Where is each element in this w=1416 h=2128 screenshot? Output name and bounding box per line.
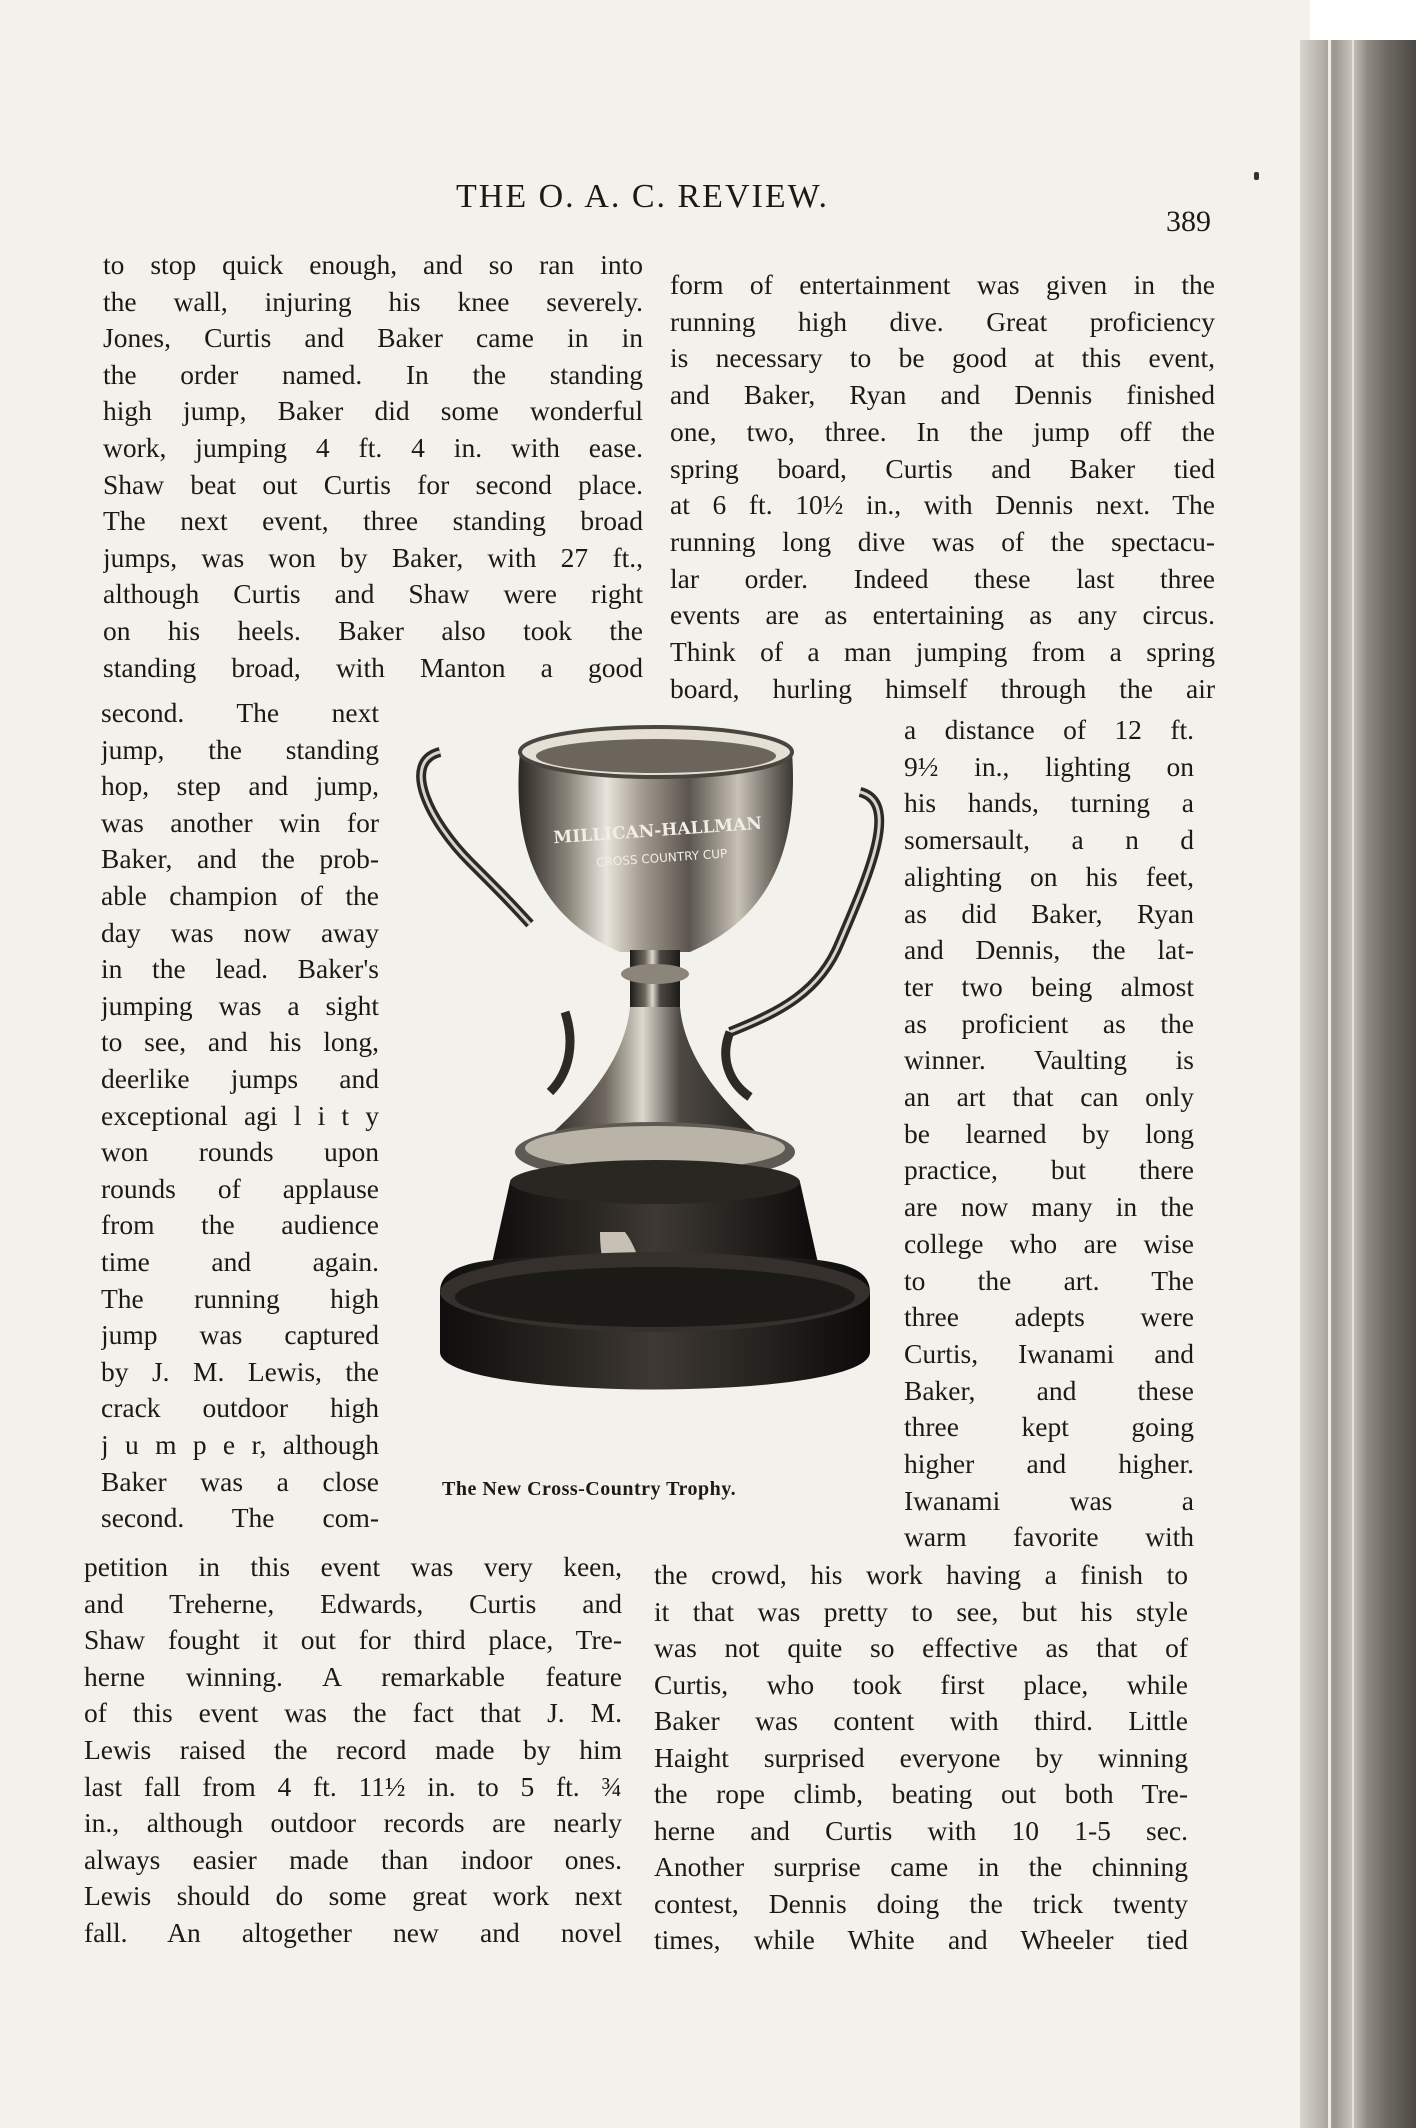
text-line: three kept going: [904, 1411, 1194, 1443]
text-line: running long dive was of the spectacu-: [670, 525, 1215, 557]
trophy-engraving-1: MILLICAN-HALLMAN: [552, 813, 763, 849]
text-line: Curtis, who took first place, while: [654, 1668, 1188, 1700]
text-line: won rounds upon: [101, 1136, 379, 1168]
text-line: to see, and his long,: [101, 1026, 379, 1058]
text-line: of this event was the fact that J. M.: [84, 1697, 622, 1729]
text-line: events are as entertaining as any circus.: [670, 599, 1215, 631]
text-line: The running high: [101, 1282, 379, 1314]
text-line: Baker was content with third. Little: [654, 1705, 1188, 1736]
text-line: crack outdoor high: [101, 1392, 379, 1424]
text-line: time and again.: [101, 1246, 379, 1277]
text-line: at 6 ft. 10½ in., with Dennis next. The: [670, 489, 1215, 521]
text-line: the wall, injuring his knee severely.: [103, 285, 643, 317]
text-line: 9½ in., lighting on: [904, 750, 1194, 782]
page-number: 389: [1166, 205, 1211, 238]
text-line: Another surprise came in the chinning: [654, 1851, 1188, 1882]
text-line: college who are wise: [904, 1227, 1194, 1259]
text-line: high jump, Baker did some wonderful: [103, 395, 643, 427]
text-line: form of entertainment was given in the: [670, 269, 1215, 300]
text-line: Haight surprised everyone by winning: [654, 1741, 1188, 1773]
text-line: fall. An altogether new and novel: [84, 1917, 622, 1948]
text-line: hop, step and jump,: [101, 770, 379, 802]
figure-caption: The New Cross-Country Trophy.: [442, 1478, 737, 1500]
text-line: herne winning. A remarkable feature: [84, 1660, 622, 1692]
text-line: Lewis should do some great work next: [84, 1880, 622, 1912]
text-line: it that was pretty to see, but his style: [654, 1595, 1188, 1627]
text-line: rounds of applause: [101, 1172, 379, 1204]
text-line: three adepts were: [904, 1301, 1194, 1333]
text-line: by J. M. Lewis, the: [101, 1355, 379, 1387]
text-line: deerlike jumps and: [101, 1063, 379, 1094]
text-line: Think of a man jumping from a spring: [670, 636, 1215, 667]
text-line: able champion of the: [101, 880, 379, 911]
text-line: j u m p e r, although: [101, 1429, 379, 1460]
text-line: lar order. Indeed these last three: [670, 562, 1215, 594]
text-line: petition in this event was very keen,: [84, 1551, 622, 1582]
text-line: a distance of 12 ft.: [904, 714, 1194, 745]
text-line: ter two being almost: [904, 970, 1194, 1002]
text-line: second. The next: [101, 697, 379, 728]
text-line: in the lead. Baker's: [101, 953, 379, 985]
text-line: the rope climb, beating out both Tre-: [654, 1778, 1188, 1809]
running-header: THE O. A. C. REVIEW.: [456, 178, 830, 215]
text-line: jump, the standing: [101, 733, 379, 765]
text-line: last fall from 4 ft. 11½ in. to 5 ft. ¾: [84, 1770, 622, 1802]
text-line: alighting on his feet,: [904, 860, 1194, 892]
text-line: Jones, Curtis and Baker came in in: [103, 322, 643, 354]
text-line: and Dennis, the lat-: [904, 934, 1194, 966]
text-line: always easier made than indoor ones.: [84, 1843, 622, 1875]
text-line: to stop quick enough, and so ran into: [103, 249, 643, 280]
text-line: Baker, and the prob-: [101, 843, 379, 875]
text-line: the order named. In the standing: [103, 358, 643, 390]
text-line: second. The com-: [101, 1502, 379, 1534]
text-line: practice, but there: [904, 1154, 1194, 1186]
text-line: his hands, turning a: [904, 787, 1194, 819]
text-line: somersault, a n d: [904, 824, 1194, 856]
text-line: board, hurling himself through the air: [670, 672, 1215, 704]
text-line: Iwanami was a: [904, 1484, 1194, 1516]
book-page-edges: [1300, 40, 1416, 2128]
ink-speck: [1254, 172, 1259, 180]
text-line: are now many in the: [904, 1191, 1194, 1223]
text-line: Curtis, Iwanami and: [904, 1337, 1194, 1369]
text-line: The next event, three standing broad: [103, 505, 643, 537]
text-line: herne and Curtis with 10 1-5 sec.: [654, 1814, 1188, 1846]
trophy-photo: [400, 712, 900, 1437]
text-line: in., although outdoor records are nearly: [84, 1807, 622, 1839]
text-line: was not quite so effective as that of: [654, 1632, 1188, 1663]
text-line: jumps, was won by Baker, with 27 ft.,: [103, 541, 643, 573]
text-line: and Baker, Ryan and Dennis finished: [670, 379, 1215, 411]
text-line: one, two, three. In the jump off the: [670, 415, 1215, 447]
text-line: Baker, and these: [904, 1374, 1194, 1406]
text-line: from the audience: [101, 1209, 379, 1241]
text-line: contest, Dennis doing the trick twenty: [654, 1887, 1188, 1919]
text-line: be learned by long: [904, 1117, 1194, 1149]
text-line: to the art. The: [904, 1264, 1194, 1296]
text-line: winner. Vaulting is: [904, 1044, 1194, 1076]
text-line: exceptional agi l i t y: [101, 1099, 379, 1131]
text-line: times, while White and Wheeler tied: [654, 1924, 1188, 1955]
text-line: spring board, Curtis and Baker tied: [670, 452, 1215, 484]
text-line: work, jumping 4 ft. 4 in. with ease.: [103, 432, 643, 463]
text-line: warm favorite with: [904, 1521, 1194, 1553]
text-line: day was now away: [101, 916, 379, 948]
text-line: higher and higher.: [904, 1448, 1194, 1479]
text-line: on his heels. Baker also took the: [103, 615, 643, 646]
text-line: an art that can only: [904, 1081, 1194, 1112]
text-line: although Curtis and Shaw were right: [103, 578, 643, 610]
text-line: as did Baker, Ryan: [904, 897, 1194, 929]
text-line: Shaw fought it out for third place, Tre-: [84, 1624, 622, 1656]
text-line: running high dive. Great proficiency: [670, 305, 1215, 337]
text-line: is necessary to be good at this event,: [670, 342, 1215, 374]
text-line: Baker was a close: [101, 1465, 379, 1497]
text-line: Lewis raised the record made by him: [84, 1734, 622, 1765]
text-line: jumping was a sight: [101, 989, 379, 1021]
text-line: was another win for: [101, 806, 379, 838]
text-line: the crowd, his work having a finish to: [654, 1559, 1188, 1590]
text-line: standing broad, with Manton a good: [103, 651, 643, 683]
text-line: and Treherne, Edwards, Curtis and: [84, 1587, 622, 1619]
text-line: as proficient as the: [904, 1007, 1194, 1039]
trophy-engraving-2: CROSS COUNTRY CUP: [595, 846, 728, 870]
text-line: jump was captured: [101, 1319, 379, 1351]
text-line: Shaw beat out Curtis for second place.: [103, 468, 643, 500]
